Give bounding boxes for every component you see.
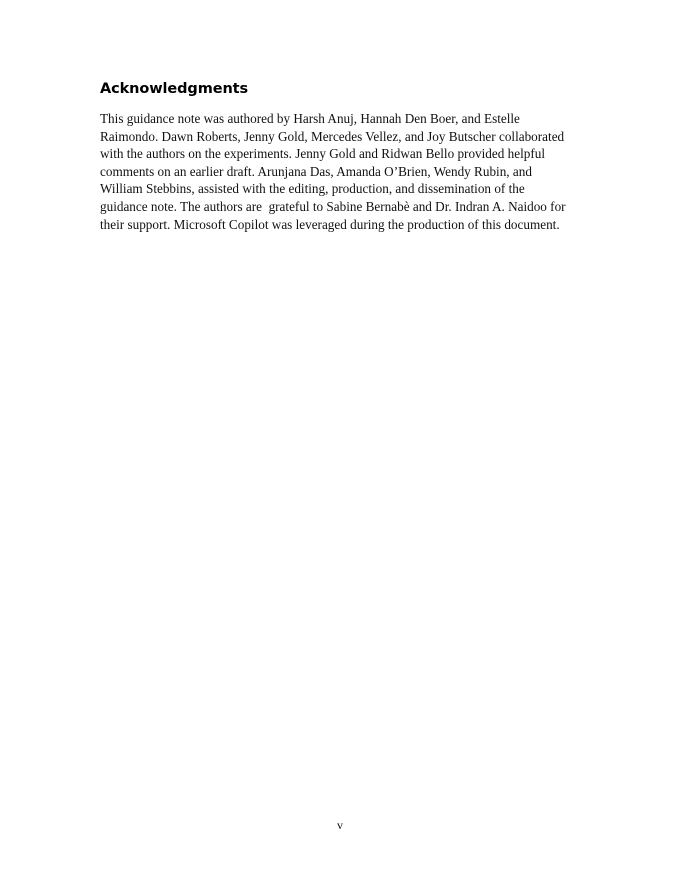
- acknowledgments-paragraph: [100, 110, 566, 233]
- paragraph-line: comments on an earlier draft. Arunjana Das, Amanda O’Brien, Wendy Rubin, and: [100, 163, 532, 179]
- section-heading: Acknowledgments: [100, 81, 249, 97]
- paragraph-line: This guidance note was authored by Harsh Anuj, Hannah Den Boer, and Estelle: [100, 111, 520, 126]
- paragraph-line: Raimondo. Dawn Roberts, Jenny Gold, Mercedes Vellez, and Joy Butscher collaborated: [100, 128, 565, 144]
- paragraph-line: guidance note. The authors are grateful to Sabine Bernabè and Dr. Indran A. Naidoo for: [100, 198, 566, 214]
- paragraph-line: their support. Microsoft Copilot was leveraged during the production of this document.: [100, 216, 560, 232]
- paragraph-line: William Stebbins, assisted with the editing, production, and dissemination of the: [100, 181, 525, 197]
- page-number: v: [337, 818, 343, 832]
- paragraph-line: with the authors on the experiments. Jenny Gold and Ridwan Bello provided helpful: [100, 146, 545, 162]
